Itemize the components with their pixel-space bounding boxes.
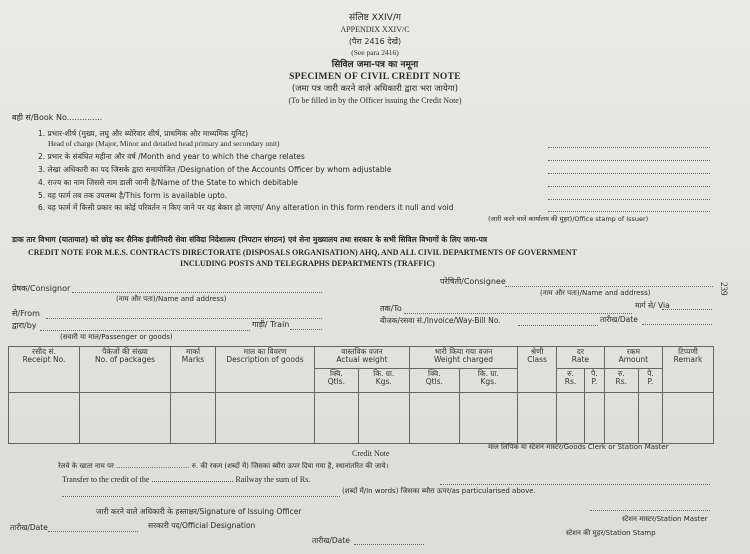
answer-line[interactable] <box>548 173 710 174</box>
table-cell[interactable] <box>171 393 216 444</box>
table-cell[interactable] <box>80 393 171 444</box>
book-no: बही सं/Book No.............. <box>12 113 103 122</box>
invoice-label: बीजक/रसवा सं./Invoice/Way-Bill No. <box>380 316 501 325</box>
table-cell[interactable] <box>663 393 714 444</box>
col-remark: टिप्पणी Remark <box>663 347 714 393</box>
transfer-line: Transfer to the credit of the ......................................... Railway the sum of Rs. <box>62 475 311 484</box>
table-cell[interactable] <box>604 393 638 444</box>
consignor-field[interactable] <box>72 292 322 293</box>
table-cell[interactable] <box>409 393 459 444</box>
consignee-field[interactable] <box>505 286 713 287</box>
sub-p: पै. P. <box>638 369 662 393</box>
item-4: 4. राज्य का नाम जिससे नाम डाली जानी है/Name of the State to which debitable <box>38 178 298 187</box>
table-cell[interactable] <box>459 393 517 444</box>
station-master-sign-field[interactable] <box>590 510 710 511</box>
consignee-label: परेषिती/Consignee <box>440 277 506 286</box>
passenger-goods-note: (सवारी या माल/Passenger or goods) <box>60 333 173 341</box>
signature-label: जारी करने वाले अधिकारी के हस्ताक्षर/Signature of Issuing Officer <box>96 507 302 516</box>
station-master-label: स्टेशन मास्टर/Station Master <box>622 515 708 523</box>
item-2: 2. प्रभार के संबंधित महीना और वर्ष /Month and year to which the charge relates <box>38 152 305 161</box>
amount-words-field[interactable] <box>62 496 340 497</box>
answer-line[interactable] <box>548 147 710 148</box>
date-field[interactable] <box>642 324 712 325</box>
date-label: तारीख/Date <box>600 315 638 324</box>
office-stamp-label: (जारी करने वाले कार्यालय की मुहर)/Office stamp of Issuer) <box>488 215 649 223</box>
table-cell[interactable] <box>358 393 409 444</box>
station-date-label: तारीख/Date <box>312 536 350 545</box>
answer-line[interactable] <box>548 186 710 187</box>
in-words-label: (शब्दों में/In words) जिसका ब्यौरा ऊपर/as particularised above. <box>342 487 536 495</box>
table-cell[interactable] <box>585 393 605 444</box>
col-amount: रकम Amount <box>604 347 662 369</box>
consignor-name-address: (नाम और पता)/Name and address) <box>116 295 227 303</box>
para-ref: (See para 2416) <box>351 48 399 57</box>
sub-kgs: कि. ग्रा. Kgs. <box>459 369 517 393</box>
col-marks: मार्का Marks <box>171 347 216 393</box>
to-label: तक/To <box>380 304 402 313</box>
station-date-field[interactable] <box>354 544 424 545</box>
col-rate: दर Rate <box>557 347 605 369</box>
to-field[interactable] <box>404 313 632 314</box>
section-subtitle: INCLUDING POSTS AND TELEGRAPHS DEPARTMENTS (TRAFFIC) <box>180 259 435 268</box>
section-hindi: डाक तार विभाग (यातायात) को छोड़ कर सैनिक इंजीनियरी सेवा संविदा निदेशालय (निपटान संगठन) एवं सेना मुख्यालय तथा सरकार के सभी सिविल विभागों के लिए जमा-पत्र <box>12 235 488 244</box>
table-cell[interactable] <box>557 393 585 444</box>
col-description: माल का विवरण Description of goods <box>216 347 315 393</box>
consignor-label: प्रेषक/Consignor <box>12 284 71 293</box>
page-title: SPECIMEN OF CIVIL CREDIT NOTE <box>289 72 461 82</box>
table-cell[interactable] <box>518 393 557 444</box>
from-label: से/From <box>12 309 40 318</box>
col-receipt: रसीद सं. Receipt No. <box>9 347 80 393</box>
item-3: 3. लेखा अधिकारी का पद जिसके द्वारा समायोजित /Designation of the Accounts Officer by whom adjustable <box>38 165 392 174</box>
sub-qtls: क्वि. Qtls. <box>315 369 359 393</box>
col-weight-charged: भारी किया गया वजन Weight charged <box>409 347 517 369</box>
sub-rs: रु. Rs. <box>604 369 638 393</box>
answer-line[interactable] <box>548 199 710 200</box>
issue-date-label: तारीख/Date <box>10 523 48 532</box>
by-field[interactable] <box>40 330 250 331</box>
table-cell[interactable] <box>216 393 315 444</box>
appendix-hindi: संलिष्ट XXIV/ग <box>349 13 401 23</box>
title-hindi: सिविल जमा-पत्र का नमूना <box>331 60 419 70</box>
answer-line[interactable] <box>548 211 710 212</box>
col-packages: पैकेजों की संख्या No. of packages <box>80 347 171 393</box>
via-field[interactable] <box>662 309 712 310</box>
sub-p: पै. P. <box>585 369 605 393</box>
sub-rs: रु. Rs. <box>557 369 585 393</box>
item-1: Head of charge (Major, Minor and detailed head primary and secondary unit) <box>48 139 280 148</box>
answer-line[interactable] <box>548 160 710 161</box>
col-actual-weight: वास्तविक वजन Actual weight <box>315 347 410 369</box>
credit-note-label: Credit Note <box>352 449 390 458</box>
via-label: मार्ग से/ Via <box>635 301 670 310</box>
table-cell[interactable] <box>315 393 359 444</box>
page-number: 239 <box>719 282 729 296</box>
item-6: 6. यह फार्म में किसी प्रकार का कोई परिवर्तन न किए जाने पर यह बेकार हो जाएगा/ Any alteration in this form renders it null and void <box>38 203 454 212</box>
goods-table <box>8 346 714 444</box>
subtitle-hindi: (जमा पत्र जारी करने वाले अधिकारी द्वारा भरा जायेगा) <box>291 84 459 94</box>
issue-date-field[interactable] <box>48 531 138 532</box>
table-row[interactable] <box>9 393 714 444</box>
subtitle: (To be filled in by the Officer issuing the Credit Note) <box>288 96 462 105</box>
item-1-hindi: 1. प्रभार-शीर्ष (मुख्य, लघु और ब्योरेवार शीर्ष, प्राथमिक और माध्यमिक यूनिट) <box>38 129 249 138</box>
designation-label: सरकारी पद/Official Designation <box>148 521 256 530</box>
goods-clerk-label: माल लिपिक या स्टेशन मास्टर/Goods Clerk or Station Master <box>488 443 669 451</box>
amount-field[interactable] <box>440 484 710 485</box>
by-label: द्वारा/by <box>12 321 37 330</box>
section-title: CREDIT NOTE FOR M.E.S. CONTRACTS DIRECTORATE (DISPOSALS ORGANISATION) AHQ, AND ALL CIVIL DEPARTMENTS OF GOVERNMENT <box>28 248 577 257</box>
train-field[interactable] <box>290 329 322 330</box>
table-cell[interactable] <box>9 393 80 444</box>
col-class: श्रेणी Class <box>518 347 557 393</box>
para-ref-hindi: (पैरा 2416 देखें) <box>348 37 402 46</box>
appendix-label: APPENDIX XXIV/C <box>340 25 410 34</box>
invoice-field[interactable] <box>518 325 598 326</box>
station-stamp-label: स्टेशन की मुहर/Station Stamp <box>566 529 656 537</box>
from-field[interactable] <box>46 318 322 319</box>
train-label: गाड़ी/ Train <box>252 320 290 329</box>
transfer-hindi: रेलवे के खाता नाम पर ................................. रु. की रकम (शब्दों में) जिसका ब्यौरा ऊपर दिया गया है, स्थानांतरित की जाये। <box>58 462 389 470</box>
sub-qtls: क्वि. Qtls. <box>409 369 459 393</box>
sub-kgs: कि. ग्रा. Kgs. <box>358 369 409 393</box>
item-5: 5. यह फार्म तब तक उपलब्ध है/This form is available upto. <box>38 191 228 200</box>
consignee-name-address: (नाम और पता)/Name and address) <box>540 289 651 297</box>
table-cell[interactable] <box>638 393 662 444</box>
